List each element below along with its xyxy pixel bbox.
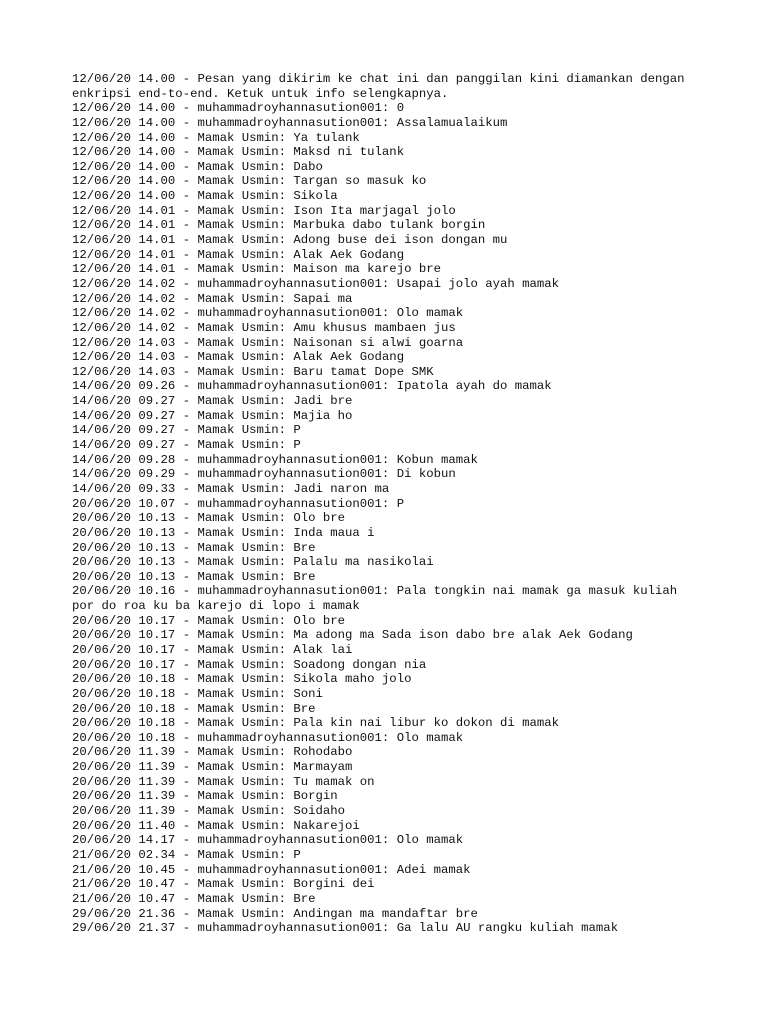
log-line: 12/06/20 14.02 - muhammadroyhannasution001: Olo mamak: [72, 306, 464, 321]
document-page: [72, 72, 712, 936]
log-line: 12/06/20 14.00 - Mamak Usmin: Dabo: [72, 159, 323, 174]
log-line: enkripsi end-to-end. Ketuk untuk info selengkapnya.: [72, 86, 449, 101]
log-line: 20/06/20 10.17 - Mamak Usmin: Olo bre: [72, 613, 346, 628]
log-line: 20/06/20 10.13 - Mamak Usmin: Bre: [72, 569, 316, 584]
log-line: 12/06/20 14.02 - Mamak Usmin: Sapai ma: [72, 291, 353, 306]
log-line: 20/06/20 10.07 - muhammadroyhannasution001: P: [72, 496, 405, 511]
log-line: 20/06/20 10.17 - Mamak Usmin: Alak lai: [72, 642, 353, 657]
log-line: 12/06/20 14.01 - Mamak Usmin: Adong buse dei ison dongan mu: [72, 233, 508, 248]
log-line: 20/06/20 10.13 - Mamak Usmin: Bre: [72, 540, 316, 555]
log-line: 20/06/20 10.18 - Mamak Usmin: Pala kin nai libur ko dokon di mamak: [72, 716, 560, 731]
chat-log-text: [72, 72, 712, 936]
log-line: 14/06/20 09.29 - muhammadroyhannasution001: Di kobun: [72, 467, 456, 482]
log-line: 20/06/20 10.18 - Mamak Usmin: Soni: [72, 686, 323, 701]
log-line: 12/06/20 14.01 - Mamak Usmin: Marbuka dabo tulank borgin: [72, 218, 486, 233]
log-line: 12/06/20 14.00 - Pesan yang dikirim ke chat ini dan panggilan kini diamankan dengan: [72, 72, 685, 86]
log-line: 20/06/20 10.13 - Mamak Usmin: Olo bre: [72, 511, 346, 526]
log-line: 14/06/20 09.26 - muhammadroyhannasution001: Ipatola ayah do mamak: [72, 379, 552, 394]
log-line: 20/06/20 10.17 - Mamak Usmin: Soadong dongan nia: [72, 657, 427, 672]
log-line: 14/06/20 09.27 - Mamak Usmin: Majia ho: [72, 408, 353, 423]
log-line: 20/06/20 10.18 - Mamak Usmin: Bre: [72, 701, 316, 716]
log-line: 12/06/20 14.01 - Mamak Usmin: Alak Aek Godang: [72, 247, 405, 262]
log-line: 29/06/20 21.37 - muhammadroyhannasution001: Ga lalu AU rangku kuliah mamak: [72, 921, 619, 936]
log-line: 12/06/20 14.00 - muhammadroyhannasution001: Assalamualaikum: [72, 115, 508, 130]
log-line: 20/06/20 10.18 - Mamak Usmin: Sikola maho jolo: [72, 672, 412, 687]
log-line: 21/06/20 10.47 - Mamak Usmin: Borgini dei: [72, 877, 375, 892]
log-line: 21/06/20 10.47 - Mamak Usmin: Bre: [72, 891, 316, 906]
log-line: 14/06/20 09.27 - Mamak Usmin: P: [72, 423, 301, 438]
log-line: 12/06/20 14.01 - Mamak Usmin: Maison ma karejo bre: [72, 262, 441, 277]
log-line: 12/06/20 14.00 - muhammadroyhannasution001: 0: [72, 101, 405, 116]
log-line: 21/06/20 10.45 - muhammadroyhannasution001: Adei mamak: [72, 862, 471, 877]
log-line: 14/06/20 09.27 - Mamak Usmin: P: [72, 438, 301, 453]
log-line: 12/06/20 14.00 - Mamak Usmin: Sikola: [72, 189, 338, 204]
log-line: 20/06/20 11.39 - Mamak Usmin: Rohodabo: [72, 745, 353, 760]
log-line: 20/06/20 10.16 - muhammadroyhannasution001: Pala tongkin nai mamak ga masuk kuliah: [72, 584, 678, 599]
log-line: 20/06/20 11.40 - Mamak Usmin: Nakarejoi: [72, 818, 360, 833]
log-line: 12/06/20 14.00 - Mamak Usmin: Targan so masuk ko: [72, 174, 427, 189]
log-line: 21/06/20 02.34 - Mamak Usmin: P: [72, 847, 301, 862]
log-line: 12/06/20 14.03 - Mamak Usmin: Baru tamat Dope SMK: [72, 364, 434, 379]
log-line: 12/06/20 14.02 - muhammadroyhannasution001: Usapai jolo ayah mamak: [72, 276, 560, 291]
log-line: 20/06/20 11.39 - Mamak Usmin: Marmayam: [72, 760, 353, 775]
log-line: 14/06/20 09.33 - Mamak Usmin: Jadi naron ma: [72, 481, 390, 496]
log-line: 12/06/20 14.00 - Mamak Usmin: Maksd ni tulank: [72, 145, 405, 160]
log-line: 12/06/20 14.03 - Mamak Usmin: Alak Aek Godang: [72, 350, 405, 365]
log-line: 20/06/20 10.17 - Mamak Usmin: Ma adong ma Sada ison dabo bre alak Aek Godang: [72, 628, 633, 643]
log-line: 20/06/20 11.39 - Mamak Usmin: Soidaho: [72, 804, 346, 819]
log-line: 12/06/20 14.02 - Mamak Usmin: Amu khusus mambaen jus: [72, 320, 456, 335]
log-line: 20/06/20 11.39 - Mamak Usmin: Borgin: [72, 789, 338, 804]
log-line: 12/06/20 14.01 - Mamak Usmin: Ison Ita marjagal jolo: [72, 203, 456, 218]
log-line: 29/06/20 21.36 - Mamak Usmin: Andingan ma mandaftar bre: [72, 906, 478, 921]
log-line: 20/06/20 10.18 - muhammadroyhannasution001: Olo mamak: [72, 730, 464, 745]
log-line: 12/06/20 14.00 - Mamak Usmin: Ya tulank: [72, 130, 360, 145]
log-line: 14/06/20 09.28 - muhammadroyhannasution001: Kobun mamak: [72, 452, 478, 467]
log-line: 12/06/20 14.03 - Mamak Usmin: Naisonan si alwi goarna: [72, 335, 464, 350]
log-line: 20/06/20 11.39 - Mamak Usmin: Tu mamak on: [72, 774, 375, 789]
log-line: 14/06/20 09.27 - Mamak Usmin: Jadi bre: [72, 394, 353, 409]
log-line: 20/06/20 10.13 - Mamak Usmin: Palalu ma nasikolai: [72, 555, 434, 570]
log-line: 20/06/20 10.13 - Mamak Usmin: Inda maua i: [72, 525, 375, 540]
log-line: por do roa ku ba karejo di lopo i mamak: [72, 599, 360, 614]
log-line: 20/06/20 14.17 - muhammadroyhannasution001: Olo mamak: [72, 833, 464, 848]
